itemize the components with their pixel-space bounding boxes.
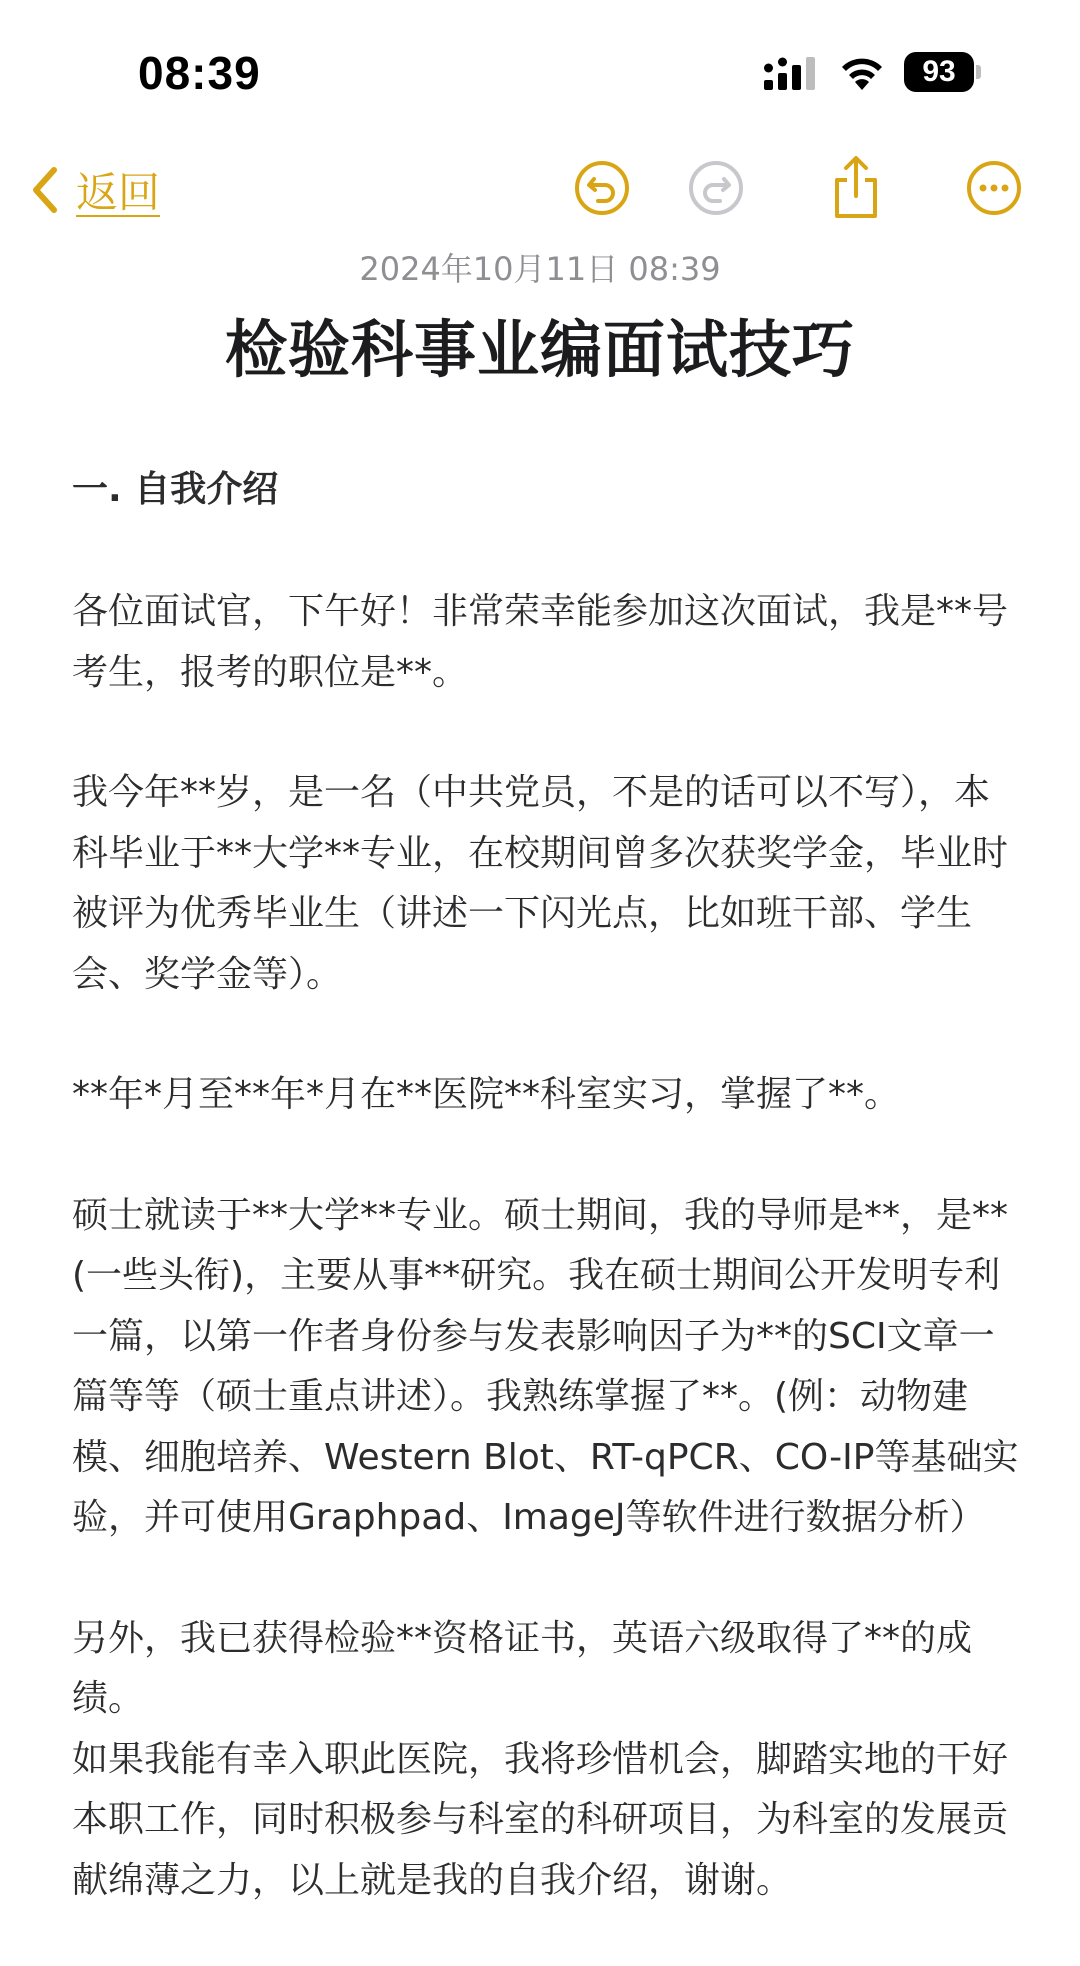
paragraph: 硕士就读于**大学**专业。硕士期间，我的导师是**，是**(一些头衔)，主要从事**研究。我在硕士期间公开发明专利一篇，以第一作者身份参与发表影响因子为**的SCI文章一篇等等（硕士重点讲述）。我熟练掌握了**。(例：动物建模、细胞培养、Western Blot、RT-qPCR、CO-IP等基础实验，并可使用Graphpad、ImageJ等软件进行数据分析）: [72, 1194, 1019, 1538]
note-date: 2024年10月11日 08:39: [359, 250, 721, 288]
paragraph: 如果我能有幸入职此医院，我将珍惜机会，脚踏实地的干好本职工作，同时积极参与科室的科研项目，为科室的发展贡献绵薄之力，以上就是我的自我介绍，谢谢。: [72, 1738, 1009, 1901]
back-button[interactable]: [28, 158, 160, 222]
section-heading: 一. 自我介绍: [72, 469, 279, 510]
paragraph: **年*月至**年*月在**医院**科室实习，掌握了**。: [72, 1074, 901, 1115]
more-icon[interactable]: [964, 156, 1024, 220]
status-time: 08:39: [138, 47, 261, 99]
undo-icon[interactable]: [572, 156, 632, 220]
status-bar: [0, 0, 1080, 140]
nav-bar: [0, 150, 1080, 230]
paragraph: 另外，我已获得检验**资格证书，英语六级取得了**的成绩。: [72, 1617, 973, 1719]
redo-icon[interactable]: [686, 156, 746, 220]
wifi-icon: [838, 52, 886, 92]
paragraph: 我今年**岁，是一名（中共党员，不是的话可以不写），本科毕业于**大学**专业，在校期间曾多次获奖学金，毕业时被评为优秀毕业生（讲述一下闪光点，比如班干部、学生会、奖学金等）。: [72, 772, 1009, 995]
note-title[interactable]: 检验科事业编面试技巧: [224, 313, 855, 386]
battery-indicator: [904, 52, 980, 92]
battery-level: 93: [904, 52, 974, 92]
note-body[interactable]: [72, 460, 1022, 1911]
battery-tip: [976, 65, 981, 79]
paragraph: 各位面试官，下午好！非常荣幸能参加这次面试，我是**号考生，报考的职位是**。: [72, 591, 1009, 693]
cellular-signal-icon: [762, 56, 822, 92]
back-label: 返回: [76, 168, 161, 217]
share-icon[interactable]: [826, 156, 886, 220]
chevron-left-icon: [28, 164, 62, 216]
